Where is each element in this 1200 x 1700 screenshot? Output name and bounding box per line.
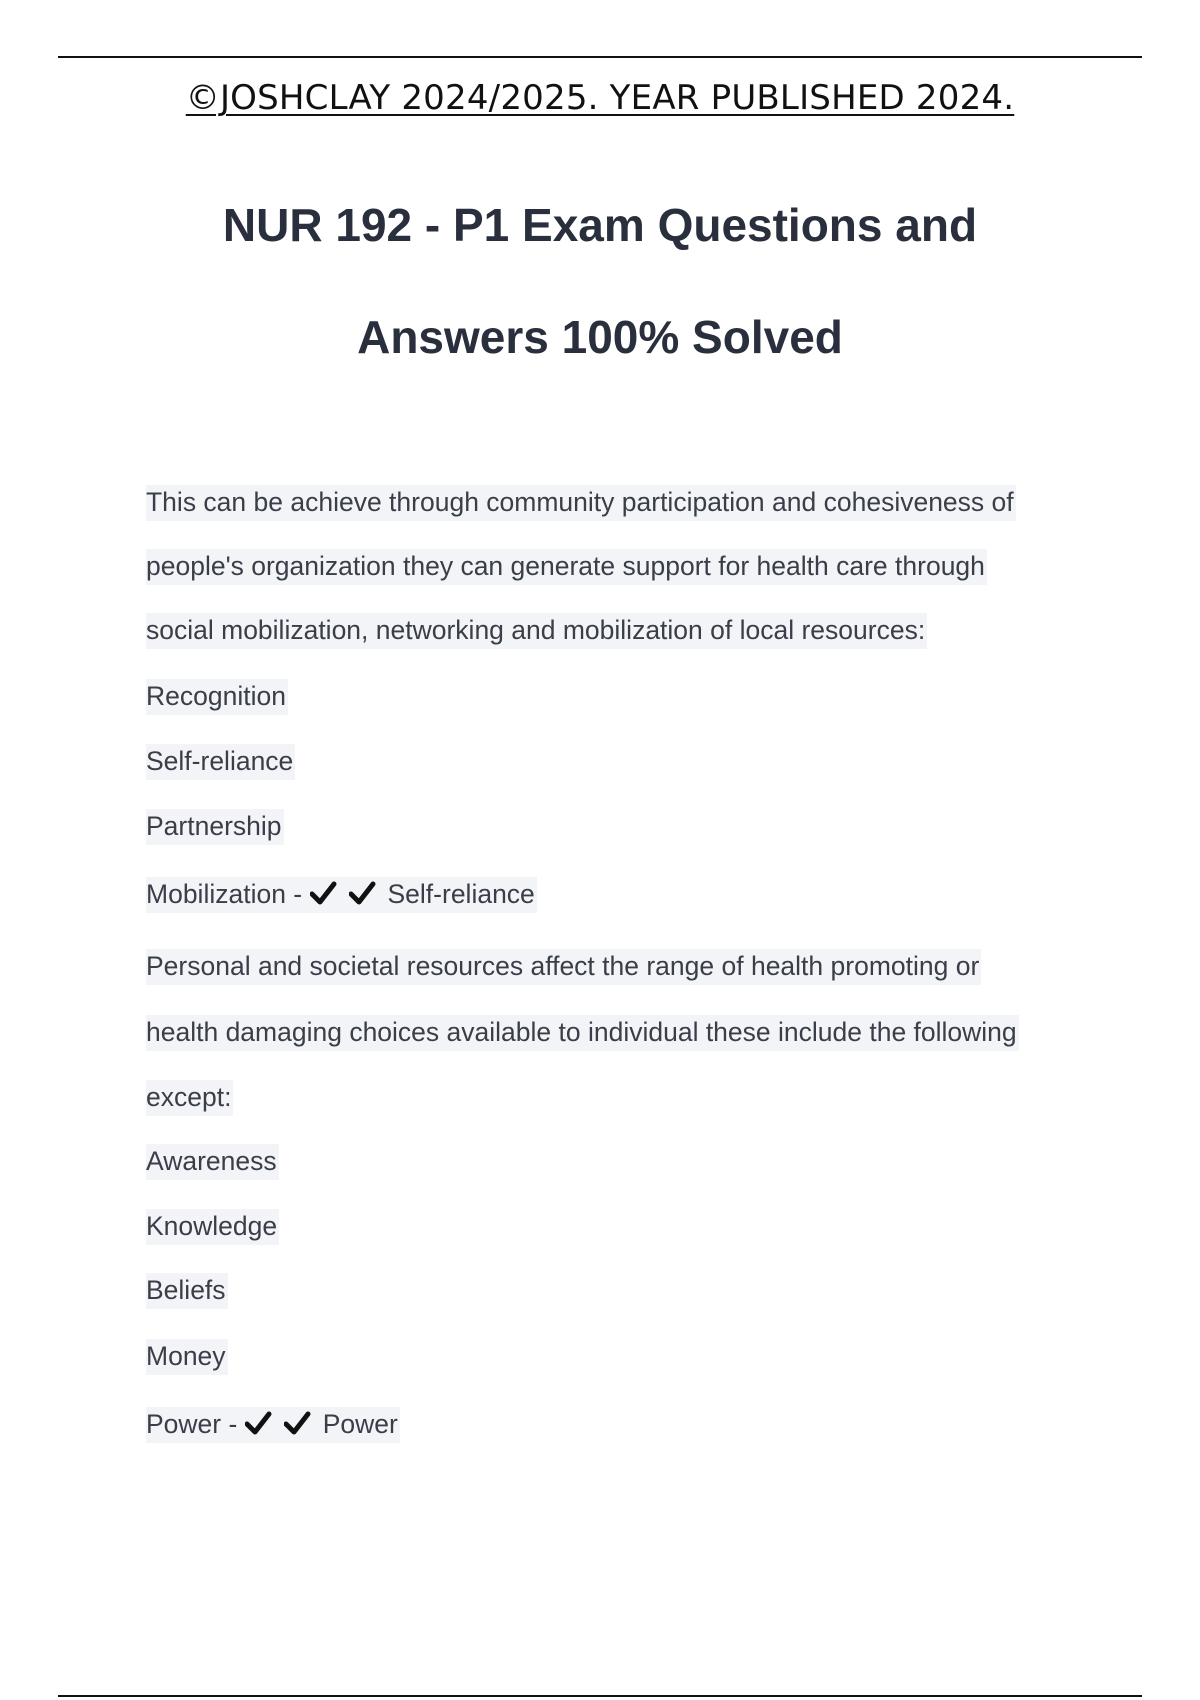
question-1-option-2: Self-reliance	[146, 741, 295, 781]
question-2-option-2: Knowledge	[146, 1206, 279, 1246]
question-1-answer-line	[146, 874, 537, 914]
question-2-option-5: Power -	[146, 1409, 238, 1439]
question-2-stem-line-1: Personal and societal resources affect the range of health promoting or	[146, 946, 981, 986]
question-2-option-1: Awareness	[146, 1141, 279, 1181]
question-1-option-3: Partnership	[146, 806, 284, 846]
copyright-header	[0, 78, 1200, 118]
bottom-rule	[58, 1695, 1142, 1697]
question-1-answer: Self-reliance	[387, 879, 535, 909]
question-2-stem-line-3: except:	[146, 1077, 233, 1117]
copyright-text: ©JOSHCLAY 2024/2025. YEAR PUBLISHED 2024.	[185, 78, 1015, 118]
question-1-stem-line-1: This can be achieve through community participation and cohesiveness of	[146, 482, 1016, 522]
question-1-option-1: Recognition	[146, 676, 288, 716]
document-title-line-1: NUR 192 - P1 Exam Questions and	[222, 199, 978, 251]
check-mark-icon	[310, 880, 342, 906]
question-2-option-4: Money	[146, 1336, 228, 1376]
question-2-stem-line-2: health damaging choices available to individual these include the following	[146, 1012, 1019, 1052]
check-mark-icon	[284, 1410, 316, 1436]
question-1-option-4: Mobilization -	[146, 879, 303, 909]
question-1-stem-line-3: social mobilization, networking and mobilization of local resources:	[146, 610, 927, 650]
document-title-line-2: Answers 100% Solved	[357, 311, 843, 363]
top-rule	[58, 56, 1142, 58]
check-mark-icon	[349, 880, 381, 906]
question-1-stem-line-2: people's organization they can generate support for health care through	[146, 546, 987, 586]
question-2-answer: Power	[322, 1409, 398, 1439]
question-2-option-3: Beliefs	[146, 1270, 228, 1310]
question-2-answer-line	[146, 1404, 400, 1444]
check-mark-icon	[245, 1410, 277, 1436]
